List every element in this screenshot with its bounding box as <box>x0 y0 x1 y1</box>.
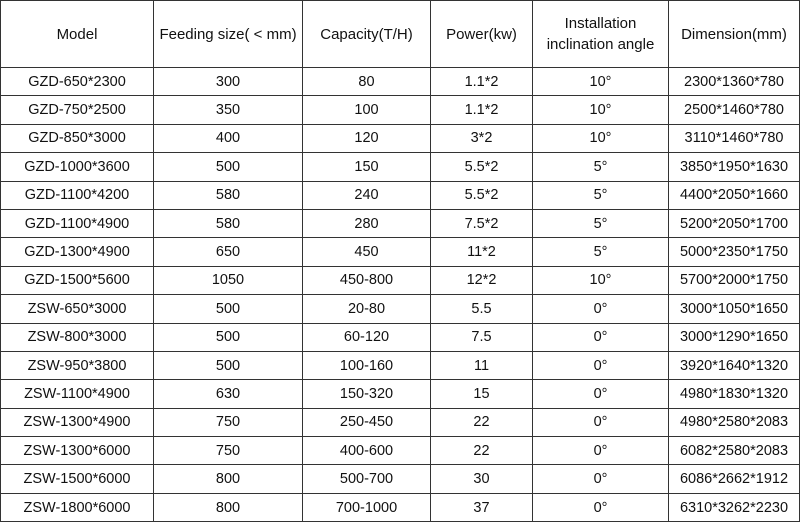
table-row <box>1 238 800 266</box>
cell-capacity: 80 <box>303 68 431 96</box>
cell-dimension: 5700*2000*1750 <box>669 266 800 294</box>
cell-power: 1.1*2 <box>431 96 533 124</box>
table-row <box>1 181 800 209</box>
cell-feeding-size: 300 <box>154 68 303 96</box>
cell-installation-angle: 10° <box>533 124 669 152</box>
cell-capacity: 100-160 <box>303 351 431 379</box>
cell-power: 30 <box>431 465 533 493</box>
cell-dimension: 2500*1460*780 <box>669 96 800 124</box>
cell-model: GZD-1300*4900 <box>1 238 154 266</box>
cell-dimension: 5000*2350*1750 <box>669 238 800 266</box>
cell-feeding-size: 580 <box>154 209 303 237</box>
cell-installation-angle: 0° <box>533 351 669 379</box>
cell-installation-angle: 0° <box>533 493 669 521</box>
cell-power: 7.5 <box>431 323 533 351</box>
cell-power: 22 <box>431 437 533 465</box>
table-row <box>1 408 800 436</box>
cell-dimension: 3850*1950*1630 <box>669 153 800 181</box>
cell-capacity: 150-320 <box>303 380 431 408</box>
cell-feeding-size: 800 <box>154 465 303 493</box>
header-installation-angle: Installation inclination angle <box>533 1 669 68</box>
cell-feeding-size: 630 <box>154 380 303 408</box>
cell-capacity: 450 <box>303 238 431 266</box>
cell-model: GZD-1500*5600 <box>1 266 154 294</box>
cell-power: 37 <box>431 493 533 521</box>
cell-model: GZD-1000*3600 <box>1 153 154 181</box>
table-body <box>1 68 800 522</box>
header-power: Power(kw) <box>431 1 533 68</box>
cell-installation-angle: 10° <box>533 68 669 96</box>
cell-installation-angle: 0° <box>533 380 669 408</box>
table-row <box>1 295 800 323</box>
cell-capacity: 250-450 <box>303 408 431 436</box>
cell-dimension: 4980*2580*2083 <box>669 408 800 436</box>
cell-capacity: 150 <box>303 153 431 181</box>
table-row <box>1 437 800 465</box>
header-model: Model <box>1 1 154 68</box>
cell-installation-angle: 10° <box>533 96 669 124</box>
cell-model: ZSW-1300*4900 <box>1 408 154 436</box>
table-row <box>1 209 800 237</box>
cell-installation-angle: 0° <box>533 408 669 436</box>
cell-model: ZSW-1300*6000 <box>1 437 154 465</box>
table-row <box>1 153 800 181</box>
cell-power: 7.5*2 <box>431 209 533 237</box>
cell-dimension: 4980*1830*1320 <box>669 380 800 408</box>
cell-model: ZSW-1100*4900 <box>1 380 154 408</box>
cell-power: 1.1*2 <box>431 68 533 96</box>
cell-dimension: 3000*1290*1650 <box>669 323 800 351</box>
cell-model: ZSW-800*3000 <box>1 323 154 351</box>
cell-model: GZD-850*3000 <box>1 124 154 152</box>
cell-feeding-size: 500 <box>154 295 303 323</box>
cell-model: ZSW-650*3000 <box>1 295 154 323</box>
cell-power: 15 <box>431 380 533 408</box>
header-dimension: Dimension(mm) <box>669 1 800 68</box>
cell-power: 5.5*2 <box>431 153 533 181</box>
table-row <box>1 493 800 521</box>
cell-power: 5.5*2 <box>431 181 533 209</box>
table-row <box>1 96 800 124</box>
table-row <box>1 380 800 408</box>
cell-installation-angle: 0° <box>533 437 669 465</box>
cell-feeding-size: 800 <box>154 493 303 521</box>
header-capacity: Capacity(T/H) <box>303 1 431 68</box>
cell-capacity: 400-600 <box>303 437 431 465</box>
cell-installation-angle: 0° <box>533 323 669 351</box>
cell-dimension: 4400*2050*1660 <box>669 181 800 209</box>
cell-capacity: 120 <box>303 124 431 152</box>
cell-power: 3*2 <box>431 124 533 152</box>
header-feeding-size: Feeding size( < mm) <box>154 1 303 68</box>
cell-power: 12*2 <box>431 266 533 294</box>
cell-feeding-size: 750 <box>154 408 303 436</box>
table-row <box>1 465 800 493</box>
cell-feeding-size: 580 <box>154 181 303 209</box>
cell-capacity: 500-700 <box>303 465 431 493</box>
cell-dimension: 6082*2580*2083 <box>669 437 800 465</box>
table-row <box>1 266 800 294</box>
cell-installation-angle: 0° <box>533 465 669 493</box>
cell-feeding-size: 750 <box>154 437 303 465</box>
cell-feeding-size: 500 <box>154 153 303 181</box>
header-row <box>1 1 800 68</box>
cell-dimension: 3920*1640*1320 <box>669 351 800 379</box>
cell-feeding-size: 400 <box>154 124 303 152</box>
cell-power: 5.5 <box>431 295 533 323</box>
table-header <box>1 1 800 68</box>
cell-feeding-size: 650 <box>154 238 303 266</box>
cell-capacity: 700-1000 <box>303 493 431 521</box>
cell-installation-angle: 10° <box>533 266 669 294</box>
table-row <box>1 124 800 152</box>
cell-capacity: 100 <box>303 96 431 124</box>
cell-dimension: 5200*2050*1700 <box>669 209 800 237</box>
table-row <box>1 351 800 379</box>
cell-installation-angle: 0° <box>533 295 669 323</box>
cell-installation-angle: 5° <box>533 181 669 209</box>
cell-model: ZSW-950*3800 <box>1 351 154 379</box>
cell-feeding-size: 350 <box>154 96 303 124</box>
cell-capacity: 450-800 <box>303 266 431 294</box>
cell-power: 22 <box>431 408 533 436</box>
cell-capacity: 280 <box>303 209 431 237</box>
cell-installation-angle: 5° <box>533 153 669 181</box>
cell-model: GZD-1100*4200 <box>1 181 154 209</box>
cell-model: GZD-1100*4900 <box>1 209 154 237</box>
cell-feeding-size: 500 <box>154 323 303 351</box>
cell-power: 11 <box>431 351 533 379</box>
cell-feeding-size: 1050 <box>154 266 303 294</box>
cell-installation-angle: 5° <box>533 209 669 237</box>
cell-power: 11*2 <box>431 238 533 266</box>
cell-model: GZD-750*2500 <box>1 96 154 124</box>
cell-dimension: 6086*2662*1912 <box>669 465 800 493</box>
cell-capacity: 20-80 <box>303 295 431 323</box>
cell-dimension: 2300*1360*780 <box>669 68 800 96</box>
cell-dimension: 3110*1460*780 <box>669 124 800 152</box>
cell-model: ZSW-1500*6000 <box>1 465 154 493</box>
cell-model: ZSW-1800*6000 <box>1 493 154 521</box>
cell-model: GZD-650*2300 <box>1 68 154 96</box>
cell-dimension: 6310*3262*2230 <box>669 493 800 521</box>
cell-capacity: 240 <box>303 181 431 209</box>
cell-dimension: 3000*1050*1650 <box>669 295 800 323</box>
table-row <box>1 323 800 351</box>
cell-installation-angle: 5° <box>533 238 669 266</box>
cell-capacity: 60-120 <box>303 323 431 351</box>
table-row <box>1 68 800 96</box>
cell-feeding-size: 500 <box>154 351 303 379</box>
